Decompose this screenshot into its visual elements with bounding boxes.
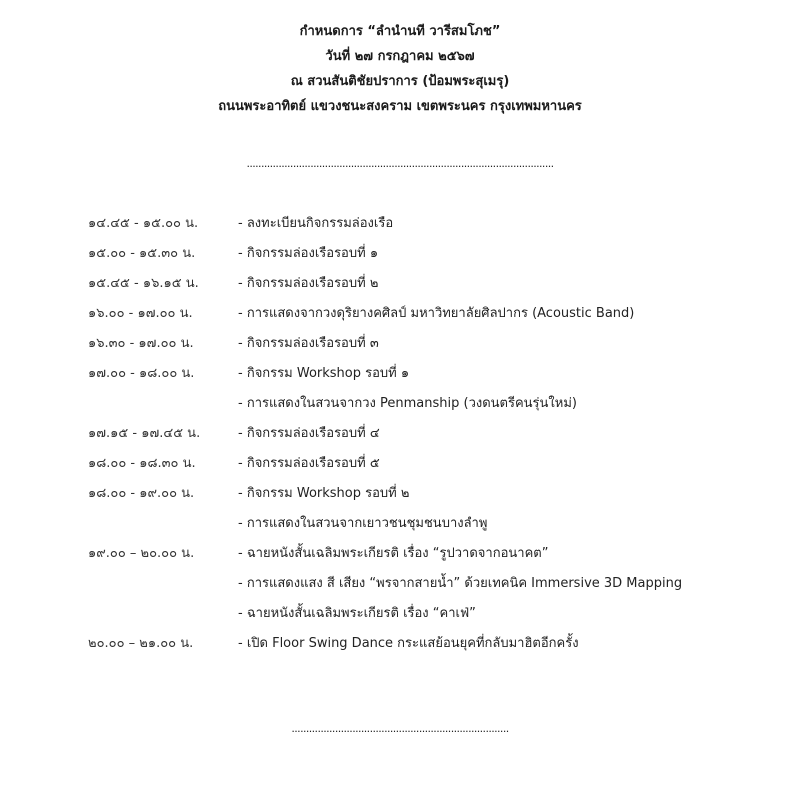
- event-address: ถนนพระอาทิตย์ แขวงชนะสงคราม เขตพระนคร กรุงเทพมหานคร: [218, 99, 582, 114]
- schedule-row: [0, 596, 800, 626]
- separator-top: ..........................................................................................................: [246, 157, 554, 170]
- schedule-time: ๑๙.๐๐ – ๒๐.๐๐ น.: [88, 546, 195, 561]
- schedule-activity: - กิจกรรม Workshop รอบที่ ๒: [238, 486, 410, 501]
- event-date: วันที่ ๒๗ กรกฎาคม ๒๕๖๗: [325, 49, 475, 64]
- schedule-row: [0, 356, 800, 386]
- schedule-activity: - การแสดงในสวนจากเยาวชนชุมชนบางลำพู: [238, 516, 488, 531]
- schedule-time: ๑๘.๐๐ - ๑๘.๓๐ น.: [88, 456, 196, 471]
- schedule-time: ๑๔.๔๕ - ๑๕.๐๐ น.: [88, 216, 199, 231]
- schedule-activity: - กิจกรรมล่องเรือรอบที่ ๓: [238, 336, 379, 351]
- schedule-row: [0, 446, 800, 476]
- schedule-row: [0, 266, 800, 296]
- schedule-row: [0, 536, 800, 566]
- separator-bottom: ...........................................................................: [291, 722, 509, 735]
- schedule-activity: - ฉายหนังสั้นเฉลิมพระเกียรติ เรื่อง “รูปวาดจากอนาคต”: [238, 546, 549, 561]
- schedule-row: [0, 326, 800, 356]
- schedule-row: [0, 416, 800, 446]
- document-header: [0, 19, 800, 119]
- schedule-row: [0, 626, 800, 656]
- schedule-time: ๑๗.๐๐ - ๑๘.๐๐ น.: [88, 366, 195, 381]
- schedule-activity: - กิจกรรมล่องเรือรอบที่ ๒: [238, 276, 379, 291]
- schedule-time: ๑๕.๔๕ - ๑๖.๑๕ น.: [88, 276, 199, 291]
- schedule-time: ๑๗.๑๕ - ๑๗.๔๕ น.: [88, 426, 201, 441]
- schedule-time: ๑๘.๐๐ - ๑๙.๐๐ น.: [88, 486, 195, 501]
- schedule-row: [0, 386, 800, 416]
- schedule-row: [0, 506, 800, 536]
- schedule-activity: - การแสดงจากวงดุริยางคศิลป์ มหาวิทยาลัยศิลปากร (Acoustic Band): [238, 306, 635, 321]
- schedule-row: [0, 476, 800, 506]
- schedule-list: [0, 206, 800, 656]
- schedule-activity: - กิจกรรมล่องเรือรอบที่ ๔: [238, 426, 380, 441]
- schedule-activity: - ลงทะเบียนกิจกรรมล่องเรือ: [238, 216, 394, 231]
- event-venue: ณ สวนสันติชัยปราการ (ป้อมพระสุเมรุ): [290, 74, 510, 89]
- schedule-activity: - การแสดงในสวนจากวง Penmanship (วงดนตรีคนรุ่นใหม่): [238, 396, 577, 411]
- schedule-activity: - กิจกรรม Workshop รอบที่ ๑: [238, 366, 410, 381]
- schedule-row: [0, 566, 800, 596]
- schedule-activity: - กิจกรรมล่องเรือรอบที่ ๑: [238, 246, 379, 261]
- event-title: กำหนดการ “ลำนำนที วารีสมโภช”: [299, 24, 501, 39]
- schedule-activity: - ฉายหนังสั้นเฉลิมพระเกียรติ เรื่อง “คาเฟ่”: [238, 606, 476, 621]
- schedule-row: [0, 206, 800, 236]
- schedule-activity: - เปิด Floor Swing Dance กระแสย้อนยุคที่กลับมาฮิตอีกครั้ง: [238, 636, 579, 651]
- schedule-activity: - การแสดงแสง สี เสียง “พรจากสายน้ำ” ด้วยเทคนิค Immersive 3D Mapping: [238, 576, 683, 591]
- schedule-time: ๑๖.๓๐ - ๑๗.๐๐ น.: [88, 336, 194, 351]
- schedule-time: ๒๐.๐๐ – ๒๑.๐๐ น.: [88, 636, 194, 651]
- schedule-time: ๑๖.๐๐ - ๑๗.๐๐ น.: [88, 306, 193, 321]
- schedule-activity: - กิจกรรมล่องเรือรอบที่ ๕: [238, 456, 380, 471]
- schedule-row: [0, 296, 800, 326]
- schedule-row: [0, 236, 800, 266]
- schedule-time: ๑๕.๐๐ - ๑๕.๓๐ น.: [88, 246, 196, 261]
